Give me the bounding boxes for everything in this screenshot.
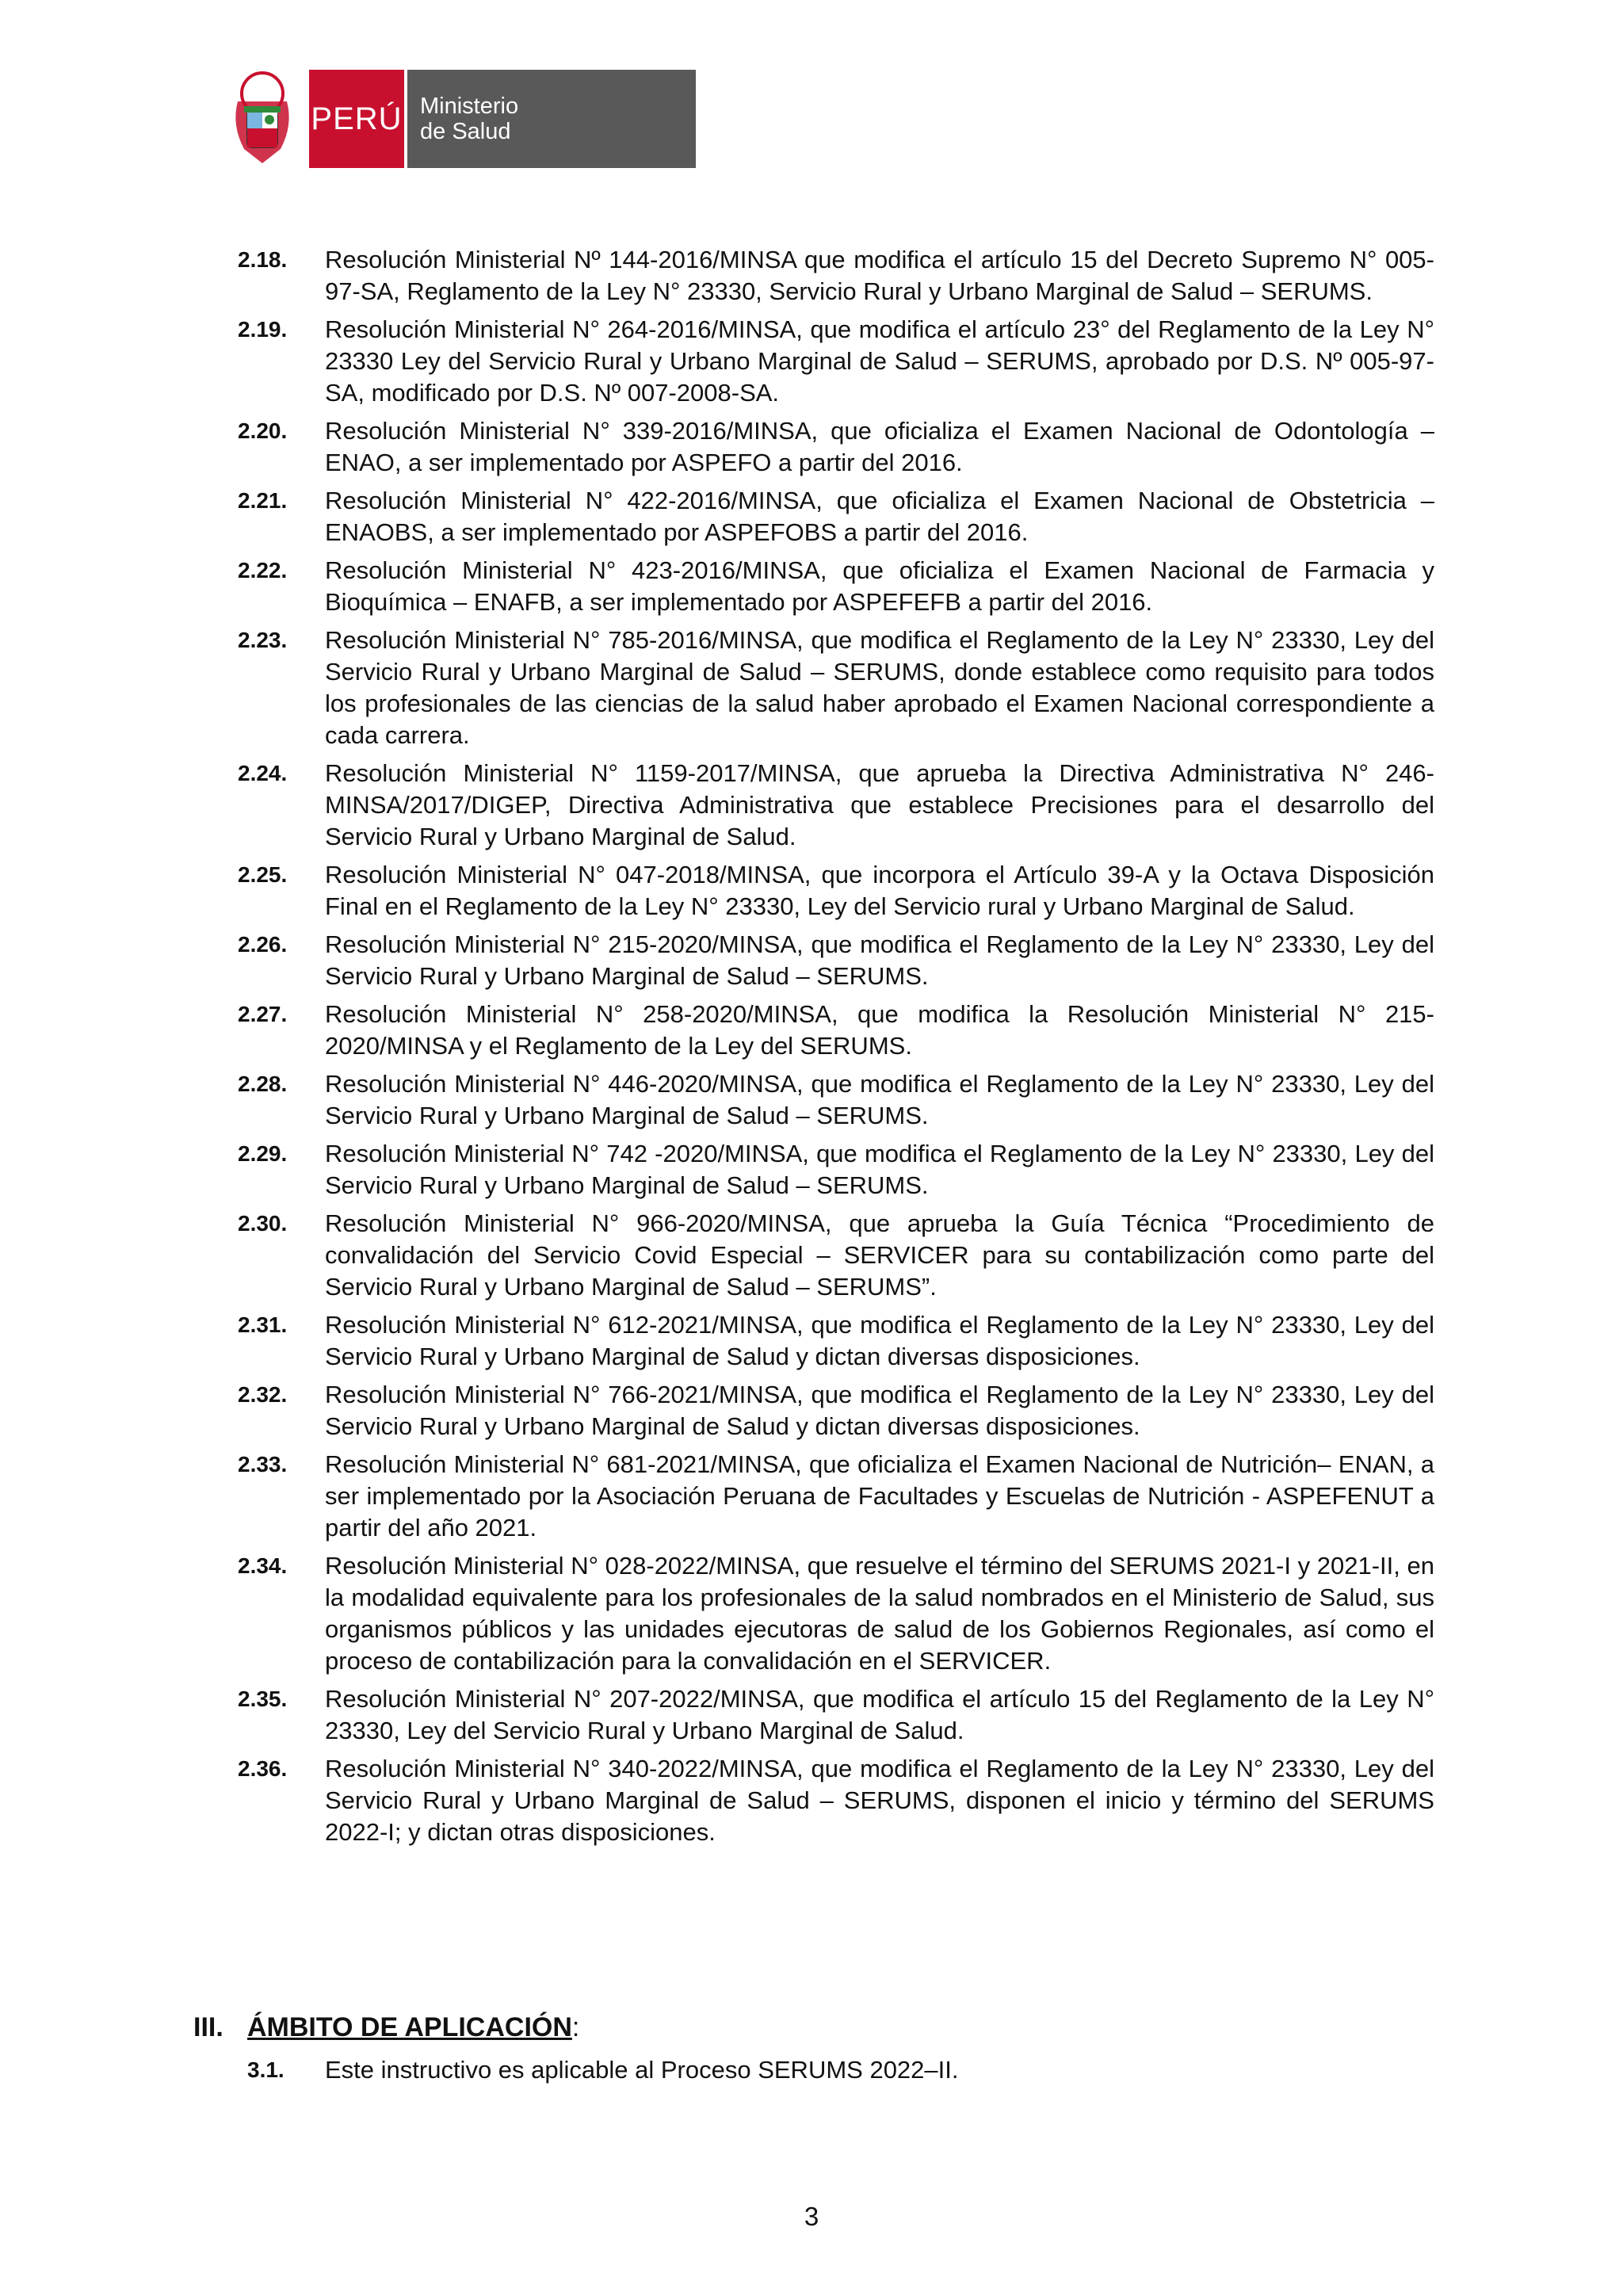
item-number: 2.32. xyxy=(238,1382,288,1407)
item-text: Resolución Ministerial N° 339-2016/MINSA, que oficializa el Examen Nacional de Odontología – ENAO, a ser implementado por ASPEFO a partir del 2016. xyxy=(325,417,1434,476)
item-text: Resolución Ministerial N° 258-2020/MINSA, que modifica la Resolución Ministerial N° 215-2020/MINSA y el Reglamento de la Ley del SERUMS. xyxy=(325,1000,1434,1060)
coat-of-arms-icon xyxy=(228,70,296,168)
item-number: 2.27. xyxy=(238,1002,288,1026)
item-text: Resolución Ministerial N° 422-2016/MINSA, que oficializa el Examen Nacional de Obstetricia – ENAOBS, a ser implementado por ASPEFOBS a partir del 2016. xyxy=(325,487,1434,546)
item-text: Resolución Ministerial N° 966-2020/MINSA, que aprueba la Guía Técnica “Procedimiento de convalidación del Servicio Covid Especial – SERVICER para su contabilización como parte del Servicio Rural y Urbano Marginal de Salud – SERUMS”. xyxy=(325,1209,1434,1301)
list-item xyxy=(238,555,1434,618)
list-item xyxy=(238,1309,1434,1373)
item-number: 2.22. xyxy=(238,558,288,583)
list-item xyxy=(238,758,1434,853)
list-item xyxy=(238,244,1434,308)
section-title: ÁMBITO DE APLICACIÓN xyxy=(247,2012,572,2042)
ministry-line-1: Ministerio xyxy=(420,94,519,119)
list-item xyxy=(238,929,1434,992)
item-number: 2.21. xyxy=(238,488,288,513)
item-text: Resolución Ministerial N° 446-2020/MINSA, que modifica el Reglamento de la Ley N° 23330, Ley del Servicio Rural y Urbano Marginal de Salud – SERUMS. xyxy=(325,1070,1434,1129)
item-text: Resolución Ministerial N° 264-2016/MINSA, que modifica el artículo 23° del Reglamento de la Ley N° 23330 Ley del Servicio Rural y Urbano Marginal de Salud – SERUMS, aprobado por D.S. Nº 005-97-SA, modificado por D.S. Nº 007-2008-SA. xyxy=(325,315,1434,407)
peru-logo: PERÚ xyxy=(309,70,404,168)
item-text: Resolución Ministerial N° 1159-2017/MINSA, que aprueba la Directiva Administrativa N° 246-MINSA/2017/DIGEP, Directiva Administrativa que establece Precisiones para el desarrollo del Servicio Rural y Urbano Marginal de Salud. xyxy=(325,759,1434,850)
item-number: 2.35. xyxy=(238,1687,288,1711)
item-text: Resolución Ministerial N° 028-2022/MINSA, que resuelve el término del SERUMS 2021-I y 2021-II, en la modalidad equivalente para los profesionales de la salud nombrados en el Ministerio de Salud, sus organismos públicos y las unidades ejecutoras de salud de los Gobiernos Regionales, así como el proceso de contabilización para la convalidación en el SERVICER. xyxy=(325,1552,1434,1675)
item-number: 2.36. xyxy=(238,1756,288,1781)
ministry-logo xyxy=(407,70,696,168)
item-number: 2.19. xyxy=(238,317,288,342)
item-text: Resolución Ministerial N° 681-2021/MINSA, que oficializa el Examen Nacional de Nutrición– ENAN, a ser implementado por la Asociación Peruana de Facultades y Escuelas de Nutrición - ASPEFENUT a partir del año 2021. xyxy=(325,1450,1434,1541)
ministry-header xyxy=(228,70,696,168)
list-item xyxy=(238,1379,1434,1442)
item-number: 2.34. xyxy=(238,1553,288,1578)
subsection-item xyxy=(247,2054,1434,2086)
page-number: 3 xyxy=(804,2202,819,2231)
subsection-number: 3.1. xyxy=(247,2057,285,2082)
list-item xyxy=(238,1449,1434,1544)
item-text: Resolución Ministerial N° 340-2022/MINSA, que modifica el Reglamento de la Ley N° 23330, Ley del Servicio Rural y Urbano Marginal de Salud – SERUMS, disponen el inicio y término del SERUMS 2022-I; y dictan otras disposiciones. xyxy=(325,1755,1434,1846)
list-item xyxy=(238,1138,1434,1201)
item-number: 2.28. xyxy=(238,1072,288,1096)
section-heading xyxy=(193,2010,579,2045)
list-item xyxy=(238,415,1434,479)
item-text: Resolución Ministerial Nº 144-2016/MINSA que modifica el artículo 15 del Decreto Supremo N° 005-97-SA, Reglamento de la Ley N° 23330, Servicio Rural y Urbano Marginal de Salud – SERUMS. xyxy=(325,246,1434,305)
list-item xyxy=(238,859,1434,923)
item-number: 2.31. xyxy=(238,1312,288,1337)
list-item xyxy=(238,1068,1434,1132)
item-number: 2.24. xyxy=(238,761,288,785)
list-item xyxy=(238,999,1434,1062)
item-text: Resolución Ministerial N° 785-2016/MINSA, que modifica el Reglamento de la Ley N° 23330, Ley del Servicio Rural y Urbano Marginal de Salud – SERUMS, donde establece como requisito para todos los profesionales de las ciencias de la salud haber aprobado el Examen Nacional correspondiente a cada carrera. xyxy=(325,626,1434,749)
list-item xyxy=(238,1550,1434,1677)
item-number: 2.20. xyxy=(238,418,288,443)
subsection-text: Este instructivo es aplicable al Proceso SERUMS 2022–II. xyxy=(325,2056,959,2084)
list-item xyxy=(238,625,1434,751)
item-text: Resolución Ministerial N° 612-2021/MINSA, que modifica el Reglamento de la Ley N° 23330, Ley del Servicio Rural y Urbano Marginal de Salud y dictan diversas disposiciones. xyxy=(325,1311,1434,1370)
list-item xyxy=(238,1753,1434,1848)
legal-basis-list xyxy=(238,244,1434,1855)
list-item xyxy=(238,314,1434,409)
item-text: Resolución Ministerial N° 766-2021/MINSA, que modifica el Reglamento de la Ley N° 23330, Ley del Servicio Rural y Urbano Marginal de Salud y dictan diversas disposiciones. xyxy=(325,1381,1434,1440)
item-number: 2.33. xyxy=(238,1452,288,1477)
item-number: 2.23. xyxy=(238,628,288,652)
ministry-line-2: de Salud xyxy=(420,119,511,144)
item-number: 2.18. xyxy=(238,247,288,272)
list-item xyxy=(238,1683,1434,1747)
section-number: III. xyxy=(193,2012,223,2042)
item-text: Resolución Ministerial N° 423-2016/MINSA, que oficializa el Examen Nacional de Farmacia y Bioquímica – ENAFB, a ser implementado por ASPEFEFB a partir del 2016. xyxy=(325,556,1434,616)
list-item xyxy=(238,1208,1434,1303)
item-text: Resolución Ministerial N° 207-2022/MINSA, que modifica el artículo 15 del Reglamento de la Ley N° 23330, Ley del Servicio Rural y Urbano Marginal de Salud. xyxy=(325,1685,1434,1744)
item-number: 2.26. xyxy=(238,932,288,957)
list-item xyxy=(238,485,1434,548)
item-text: Resolución Ministerial N° 047-2018/MINSA, que incorpora el Artículo 39-A y la Octava Disposición Final en el Reglamento de la Ley N° 23330, Ley del Servicio rural y Urbano Marginal de Salud. xyxy=(325,861,1434,920)
item-number: 2.29. xyxy=(238,1141,288,1166)
section-colon: : xyxy=(571,2012,580,2042)
item-text: Resolución Ministerial N° 742 -2020/MINSA, que modifica el Reglamento de la Ley N° 23330, Ley del Servicio Rural y Urbano Marginal de Salud – SERUMS. xyxy=(325,1140,1434,1199)
item-number: 2.25. xyxy=(238,862,288,887)
item-text: Resolución Ministerial N° 215-2020/MINSA, que modifica el Reglamento de la Ley N° 23330, Ley del Servicio Rural y Urbano Marginal de Salud – SERUMS. xyxy=(325,930,1434,990)
item-number: 2.30. xyxy=(238,1211,288,1236)
